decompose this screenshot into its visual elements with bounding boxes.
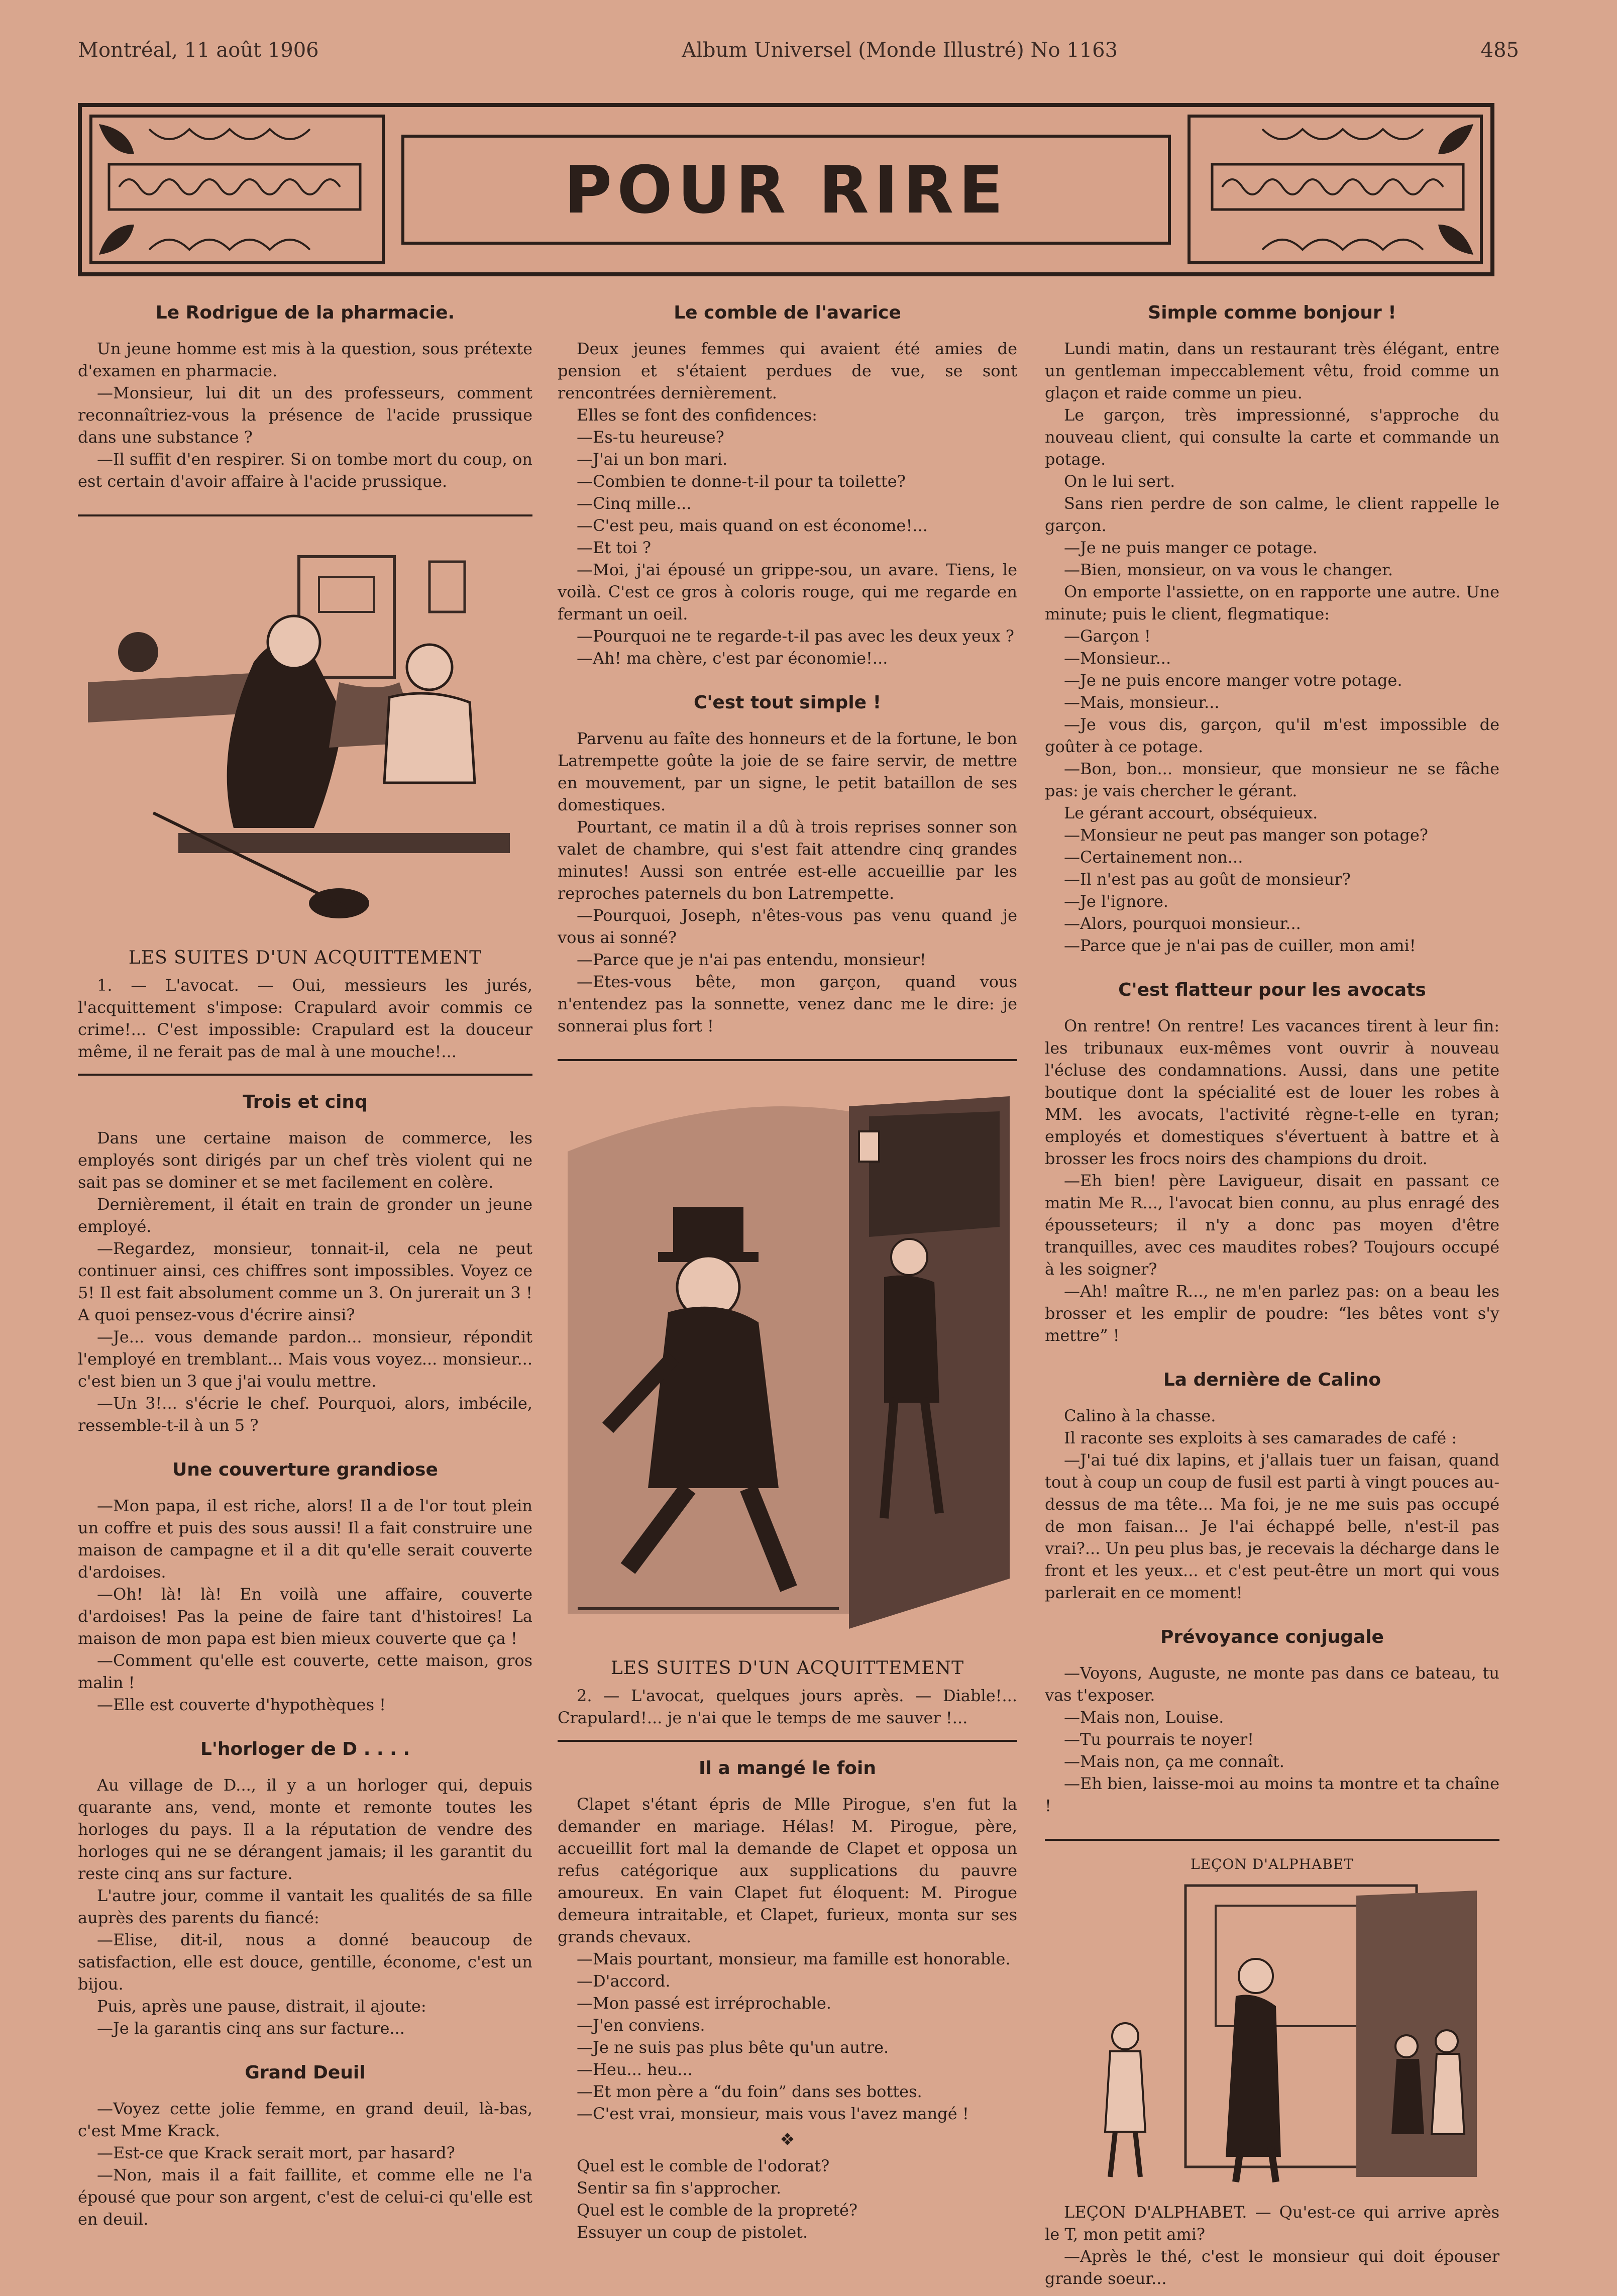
article-paragraph: —Monsieur ne peut pas manger son potage? xyxy=(1064,825,1428,845)
article-paragraph: On emporte l'assiette, on en rapporte une autre. Une minute; puis le client, flegmatique: xyxy=(1045,582,1499,623)
article-paragraph: —Eh bien, laisse-moi au moins ta montre et ta chaîne ! xyxy=(1045,1774,1499,1815)
article-title: Trois et cinq xyxy=(243,1092,368,1112)
illustration-lawyer-fleeing xyxy=(558,1076,1017,1654)
article-paragraph: —Tu pourrais te noyer! xyxy=(1064,1730,1254,1749)
article-paragraph: —Monsieur, lui dit un des professeurs, comment reconnaîtriez-vous la présence de l'acide prussique dans une substance ? xyxy=(78,383,532,447)
article-paragraph: —Et toi ? xyxy=(577,538,652,557)
article-avocats xyxy=(1045,979,1499,1346)
article-paragraph: —Moi, j'ai épousé un grippe-sou, un avare. Tiens, le voilà. C'est ce gros à coloris rouge, qui me regarde en fermant un oeil. xyxy=(558,560,1017,623)
article-paragraph: Dans une certaine maison de commerce, les employés sont dirigés par un chef très violent qui ne sait pas se dominer et se met facilement en colère. xyxy=(78,1128,532,1192)
article-paragraph: —Mais non, Louise. xyxy=(1064,1708,1224,1727)
article-paragraph: Il raconte ses exploits à ses camarades de café : xyxy=(1064,1428,1457,1447)
riddle-line: Quel est le comble de la propreté? xyxy=(577,2201,858,2220)
article-paragraph: —Est-ce que Krack serait mort, par hasard? xyxy=(97,2143,455,2162)
illustration-title: LEÇON D'ALPHABET xyxy=(1191,1856,1354,1872)
article-calino xyxy=(1045,1369,1499,1604)
illustration-alphabet-lesson xyxy=(1045,1856,1499,2197)
article-tout-simple xyxy=(558,691,1017,1037)
article-paragraph: —Bien, monsieur, on va vous le changer. xyxy=(1064,560,1393,579)
article-paragraph: On rentre! On rentre! Les vacances tirent à leur fin: les tribunaux eux-mêmes vont ouvrir à nouveau l'écluse des condamnations. Aussi, dans une petite boutique dont la spécialité est de louer les robes à MM. les avocats, l'activité règne-t-elle en tyran; employés et domestiques s'évertuent à battre et à brosser les frocs noirs des champions du droit. xyxy=(1045,1016,1499,1168)
ornament-left-icon xyxy=(89,114,385,265)
divider xyxy=(558,1059,1017,1061)
article-paragraph: Elles se font des confidences: xyxy=(577,405,817,425)
article-paragraph: Puis, après une pause, distrait, il ajoute: xyxy=(97,1997,426,2016)
running-header xyxy=(78,35,1519,65)
article-paragraph: —C'est vrai, monsieur, mais vous l'avez mangé ! xyxy=(577,2104,969,2123)
article-paragraph: —Heu... heu... xyxy=(577,2060,693,2079)
column-left xyxy=(78,301,532,2252)
article-paragraph: —Je ne puis manger ce potage. xyxy=(1064,538,1318,557)
column-right xyxy=(1045,301,1499,2289)
article-paragraph: —Mon papa, il est riche, alors! Il a de l'or tout plein un coffre et puis des sous aussi! Il a fait construire une maison de campagne et il a dit qu'elle serait couverte d'ardoises. xyxy=(78,1496,532,1582)
article-paragraph: —Pourquoi ne te regarde-t-il pas avec les deux yeux ? xyxy=(577,627,1014,646)
article-avarice xyxy=(558,301,1017,669)
article-paragraph: —Alors, pourquoi monsieur... xyxy=(1064,914,1301,933)
caption-text: —Après le thé, c'est le monsieur qui doit épouser grande soeur... xyxy=(1045,2247,1499,2288)
article-mange-le-foin xyxy=(558,1757,1017,2243)
header-date: Montréal, 11 août 1906 xyxy=(78,39,319,62)
alphabet-lesson-icon xyxy=(1045,1875,1499,2197)
article-paragraph: —J'ai un bon mari. xyxy=(577,450,728,469)
article-title: Grand Deuil xyxy=(245,2062,366,2083)
article-paragraph: —Voyez cette jolie femme, en grand deuil, là-bas, c'est Mme Krack. xyxy=(78,2099,532,2140)
article-paragraph: —Je vous dis, garçon, qu'il m'est impossible de goûter à ce potage. xyxy=(1045,715,1499,756)
article-paragraph: —Elle est couverte d'hypothèques ! xyxy=(97,1695,386,1714)
article-paragraph: —Cinq mille... xyxy=(577,494,692,513)
article-paragraph: —Et mon père a “du foin” dans ses bottes. xyxy=(577,2082,922,2101)
article-trois-et-cinq xyxy=(78,1091,532,1436)
article-paragraph: —Parce que je n'ai pas entendu, monsieur! xyxy=(577,950,926,969)
article-title: Il a mangé le foin xyxy=(699,1758,876,1779)
divider xyxy=(78,514,532,516)
article-paragraph: —D'accord. xyxy=(577,1971,671,1991)
article-paragraph: —Eh bien! père Lavigueur, disait en passant ce matin Me R..., l'avocat bien connu, au plus enragé des épousseteurs; il n'y a donc pas moyen d'être tranquilles, avec ces maudites robes? Toujours occupé à les soigner? xyxy=(1045,1171,1499,1279)
article-paragraph: Au village de D..., il y a un horloger qui, depuis quarante ans, vend, monte et remonte toutes les horloges du pays. Il a la réputation de vendre des horloges qui ne se dérangent jamais; il les garantit du reste cinq ans sur facture. xyxy=(78,1776,532,1883)
banner-title: POUR RIRE xyxy=(564,151,1009,228)
article-grand-deuil xyxy=(78,2061,532,2230)
article-paragraph: —Je... vous demande pardon... monsieur, répondit l'employé en tremblant... Mais vous voyez... monsieur... c'est bien un 3 que j'ai voulu mettre. xyxy=(78,1327,532,1391)
article-paragraph: —Je ne suis pas plus bête qu'un autre. xyxy=(577,2038,889,2057)
article-title: Le comble de l'avarice xyxy=(674,302,901,323)
article-paragraph: Parvenu au faîte des honneurs et de la fortune, le bon Latrempette goûte la joie de se faire servir, de mettre en mouvement, par un signe, le petit bataillon de ses domestiques. xyxy=(558,729,1017,814)
article-paragraph: —Je la garantis cinq ans sur facture... xyxy=(97,2019,405,2038)
article-paragraph: —Je ne puis encore manger votre potage. xyxy=(1064,671,1403,690)
article-paragraph: —J'en conviens. xyxy=(577,2016,705,2035)
article-paragraph: —Voyons, Auguste, ne monte pas dans ce bateau, tu vas t'exposer. xyxy=(1045,1663,1499,1705)
riddle-line: Essuyer un coup de pistolet. xyxy=(577,2223,808,2242)
article-title: C'est flatteur pour les avocats xyxy=(1118,980,1426,1000)
illustration-caption: LES SUITES D'UN ACQUITTEMENT xyxy=(128,948,482,968)
article-paragraph: —Mais pourtant, monsieur, ma famille est honorable. xyxy=(577,1949,1011,1968)
article-paragraph: —Je l'ignore. xyxy=(1064,892,1168,911)
article-couverture xyxy=(78,1458,532,1716)
article-title: Le Rodrigue de la pharmacie. xyxy=(155,302,455,323)
article-title: Une couverture grandiose xyxy=(172,1459,438,1480)
illustration-caption: LES SUITES D'UN ACQUITTEMENT xyxy=(610,1658,964,1679)
article-paragraph: Le gérant accourt, obséquieux. xyxy=(1064,803,1318,822)
header-publication: Album Universel (Monde Illustré) No 1163 xyxy=(682,39,1118,62)
article-paragraph: —Monsieur... xyxy=(1064,649,1171,668)
article-paragraph: —Parce que je n'ai pas de cuiller, mon ami! xyxy=(1064,936,1416,955)
article-paragraph: —Regardez, monsieur, tonnait-il, cela ne peut continuer ainsi, ces chiffres sont impossibles. Voyez ce 5! Il est fait absolument comme un 3. On jurerait un 3 ! A quoi pensez-vous d'écrire ainsi? xyxy=(78,1239,532,1324)
illustration-lawyer-courtroom xyxy=(78,532,532,944)
article-paragraph: —Oh! là! là! En voilà une affaire, couverte d'ardoises! Pas la peine de faire tant d'histoires! La maison de mon papa est bien mieux couverte que ça ! xyxy=(78,1585,532,1648)
caption-text: LEÇON D'ALPHABET. — Qu'est-ce qui arrive après le T, mon petit ami? xyxy=(1045,2203,1499,2244)
article-paragraph: —Il n'est pas au goût de monsieur? xyxy=(1064,870,1351,889)
article-simple-comme-bonjour xyxy=(1045,301,1499,957)
article-paragraph: Calino à la chasse. xyxy=(1064,1406,1216,1425)
article-paragraph: Lundi matin, dans un restaurant très élégant, entre un gentleman impeccablement vêtu, froid comme un glaçon et raide comme un pieu. xyxy=(1045,339,1499,402)
section-ornament: ❖ xyxy=(780,2130,795,2150)
article-paragraph: Le garçon, très impressionné, s'approche du nouveau client, qui consulte la carte et commande un potage. xyxy=(1045,405,1499,469)
article-paragraph: —Un 3!... s'écrie le chef. Pourquoi, alors, imbécile, ressemble-t-il à un 5 ? xyxy=(78,1394,532,1435)
article-horloger xyxy=(78,1738,532,2039)
article-paragraph: —Es-tu heureuse? xyxy=(577,428,724,447)
riddle-line: Sentir sa fin s'approcher. xyxy=(577,2178,782,2198)
article-paragraph: Clapet s'étant épris de Mlle Pirogue, s'en fut la demander en mariage. Hélas! M. Pirogue, père, accueillit fort mal la demande de Clapet et opposa un refus catégorique aux supplications du pauvre amoureux. En vain Clapet fut éloquent: M. Pirogue demeura intraitable, et Clapet, furieux, monta sur ses grands chevaux. xyxy=(558,1795,1017,1946)
banner-title-frame xyxy=(401,135,1171,245)
article-paragraph: —C'est peu, mais quand on est économe!... xyxy=(577,516,928,535)
article-paragraph: —Ah! maître R..., ne m'en parlez pas: on a beau les brosser et les emplir de poudre: “les bêtes vont s'y mettre” ! xyxy=(1045,1282,1499,1345)
lawyer-running-icon xyxy=(558,1076,1017,1654)
article-paragraph: —Non, mais il a fait faillite, et comme elle ne l'a épousé que pour son argent, c'est de celui-ci qu'elle est en deuil. xyxy=(78,2165,532,2229)
article-paragraph: —Etes-vous bête, mon garçon, quand vous n'entendez pas la sonnette, venez danc me le dire: je sonnerai plus fort ! xyxy=(558,972,1017,1035)
divider xyxy=(558,1740,1017,1742)
article-paragraph: —Comment qu'elle est couverte, cette maison, gros malin ! xyxy=(78,1651,532,1692)
article-prevoyance xyxy=(1045,1626,1499,1817)
article-title: Prévoyance conjugale xyxy=(1160,1627,1384,1647)
column-middle xyxy=(558,301,1017,2265)
divider xyxy=(78,1074,532,1076)
article-paragraph: —Combien te donne-t-il pour ta toilette? xyxy=(577,472,906,491)
article-paragraph: L'autre jour, comme il vantait les qualités de sa fille auprès des parents du fiancé: xyxy=(78,1886,532,1927)
header-page-number: 485 xyxy=(1480,39,1519,62)
article-paragraph: —Ah! ma chère, c'est par économie!... xyxy=(577,649,888,668)
article-paragraph: Pourtant, ce matin il a dû à trois reprises sonner son valet de chambre, qui s'est fait attendre cinq grandes minutes! Aussi son entrée est-elle accueillie par les reproches paternels du bon Latrempette. xyxy=(558,817,1017,903)
lawyer-pleading-icon xyxy=(78,532,532,944)
article-title: La dernière de Calino xyxy=(1163,1370,1381,1390)
article-paragraph: —Il suffit d'en respirer. Si on tombe mort du coup, on est certain d'avoir affaire à l'acide prussique. xyxy=(78,450,532,491)
article-paragraph: Dernièrement, il était en train de gronder un jeune employé. xyxy=(78,1195,532,1236)
pour-rire-banner xyxy=(78,103,1494,276)
article-paragraph: —Elise, dit-il, nous a donné beaucoup de satisfaction, elle est douce, gentille, économe, c'est un bijou. xyxy=(78,1930,532,1994)
article-paragraph: Sans rien perdre de son calme, le client rappelle le garçon. xyxy=(1045,494,1499,535)
article-paragraph: —Mon passé est irréprochable. xyxy=(577,1994,831,2013)
article-title: C'est tout simple ! xyxy=(693,692,882,713)
article-paragraph: —Pourquoi, Joseph, n'êtes-vous pas venu quand je vous ai sonné? xyxy=(558,906,1017,947)
article-rodrigue xyxy=(78,301,532,492)
article-paragraph: —Certainement non... xyxy=(1064,848,1243,867)
ornament-right-icon xyxy=(1187,114,1483,265)
article-paragraph: —Mais non, ça me connaît. xyxy=(1064,1752,1284,1771)
divider xyxy=(1045,1839,1499,1841)
article-paragraph: On le lui sert. xyxy=(1064,472,1175,491)
riddle-line: Quel est le comble de l'odorat? xyxy=(577,2156,830,2175)
article-paragraph: Deux jeunes femmes qui avaient été amies de pension et s'étaient perdues de vue, se sont rencontrées dernièrement. xyxy=(558,339,1017,402)
article-title: L'horloger de D . . . . xyxy=(200,1739,410,1759)
article-paragraph: Un jeune homme est mis à la question, sous prétexte d'examen en pharmacie. xyxy=(78,339,532,380)
article-paragraph: —J'ai tué dix lapins, et j'allais tuer un faisan, quand tout à coup un coup de fusil est parti à vingt pouces au-dessus de ma tête... Ma foi, je ne me suis pas occupé de mon faisan... Je l'ai échappé belle, n'est-il pas vrai?... Un peu plus bas, je recevais la décharge dans le front et les yeux... et c'est peut-être un mort qui vous parlerait en ce moment! xyxy=(1045,1450,1499,1602)
article-paragraph: —Mais, monsieur... xyxy=(1064,693,1220,712)
article-paragraph: —Garçon ! xyxy=(1064,627,1151,646)
caption-text: 1. — L'avocat. — Oui, messieurs les jurés, l'acquittement s'impose: Crapulard avoir commis ce crime!... C'est impossible: Crapulard est la douceur même, il ne ferait pas de mal à une mouche!... xyxy=(78,976,532,1061)
caption-text: 2. — L'avocat, quelques jours après. — Diable!... Crapulard!... je n'ai que le temps de me sauver !... xyxy=(558,1686,1017,1727)
article-title: Simple comme bonjour ! xyxy=(1148,302,1396,323)
article-paragraph: —Bon, bon... monsieur, que monsieur ne se fâche pas: je vais chercher le gérant. xyxy=(1045,759,1499,800)
